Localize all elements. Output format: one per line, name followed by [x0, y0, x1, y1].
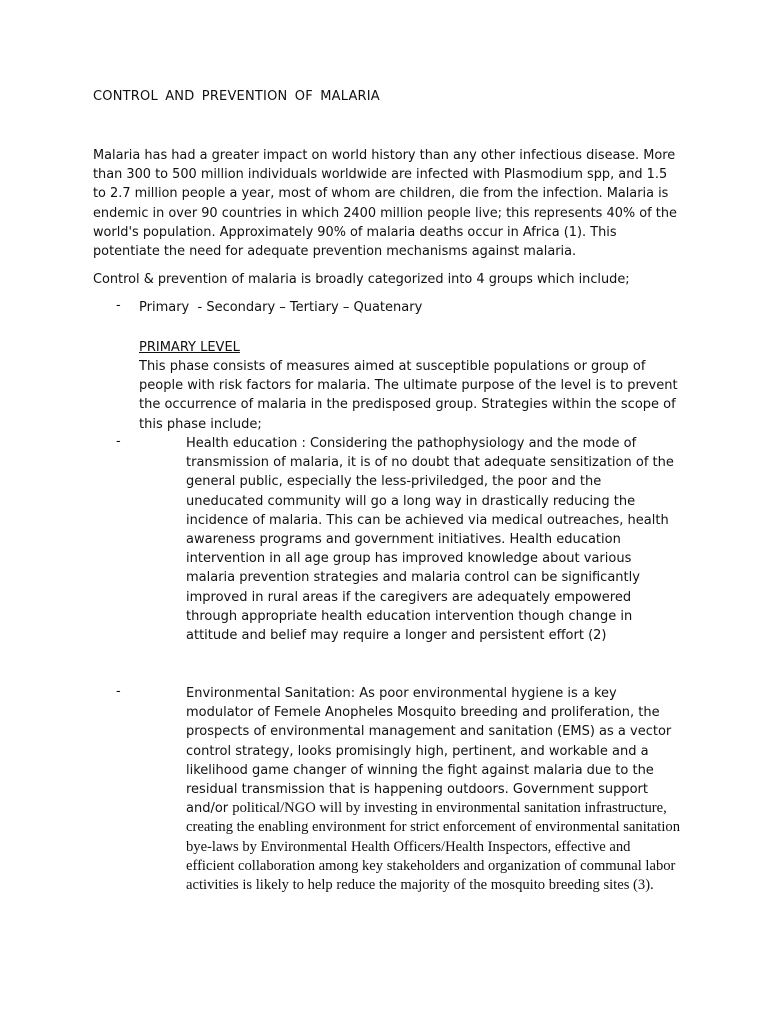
- environmental-sanitation-paragraph: [186, 684, 680, 895]
- bullet-dash: -: [116, 298, 121, 313]
- bullet-dash: -: [116, 684, 121, 699]
- levels-list: Primary - Secondary – Tertiary – Quatenary: [139, 300, 423, 315]
- intro-paragraph: Malaria has had a greater impact on world history than any other infectious disease. More than 300 to 500 million individuals worldwide are infected with Plasmodium spp, and 1.5 to 2.7 million people a year, most of whom are children, die from the infection. Malaria is endemic in over 90 countries in which 2400 million people live; this represents 40% of the world's population. Approximately 90% of malaria deaths occur in Africa (1). This potentiate the need for adequate prevention mechanisms against malaria.: [93, 148, 677, 260]
- primary-level-heading: PRIMARY LEVEL: [139, 340, 240, 355]
- bullet-dash: -: [116, 434, 121, 449]
- health-education-paragraph: Health education : Considering the pathophysiology and the mode of transmission of malaria, it is of no doubt that adequate sensitization of the general public, especially the less-priviledged, the poor and the uneducated community will go a long way in drastically reducing the incidence of malaria. This can be achieved via medical outreaches, health awareness programs and government initiatives. Health education intervention in all age group has improved knowledge about various malaria prevention strategies and malaria control can be significantly improved in rural areas if the caregivers are adequately empowered through appropriate health education intervention though change in attitude and belief may require a longer and persistent effort (2): [186, 436, 674, 644]
- categories-intro: Control & prevention of malaria is broadly categorized into 4 groups which include;: [93, 272, 630, 287]
- document-title: CONTROL AND PREVENTION OF MALARIA: [93, 89, 380, 104]
- environmental-sanitation-text-sans: Environmental Sanitation: As poor environmental hygiene is a key modulator of Femele Anopheles Mosquito breeding and proliferation, the prospects of environmental management and sanitation (EMS) as a vector control strategy, looks promisingly high, pertinent, and workable and a likelihood game changer of winning the fight against malaria due to the residual transmission that is happening outdoors. Government support and/or: [186, 686, 672, 817]
- environmental-sanitation-text-serif: political/NGO will by investing in environmental sanitation infrastructure, creating the enabling environment for strict enforcement of environmental sanitation bye-laws by Environmental Health Officers/Health Inspectors, effective and efficient collaboration among key stakeholders and organization of communal labor activities is likely to help reduce the majority of the mosquito breeding sites (3).: [186, 800, 680, 894]
- primary-level-body: This phase consists of measures aimed at susceptible populations or group of people with risk factors for malaria. The ultimate purpose of the level is to prevent the occurrence of malaria in the predisposed group. Strategies within the scope of this phase include;: [139, 359, 678, 432]
